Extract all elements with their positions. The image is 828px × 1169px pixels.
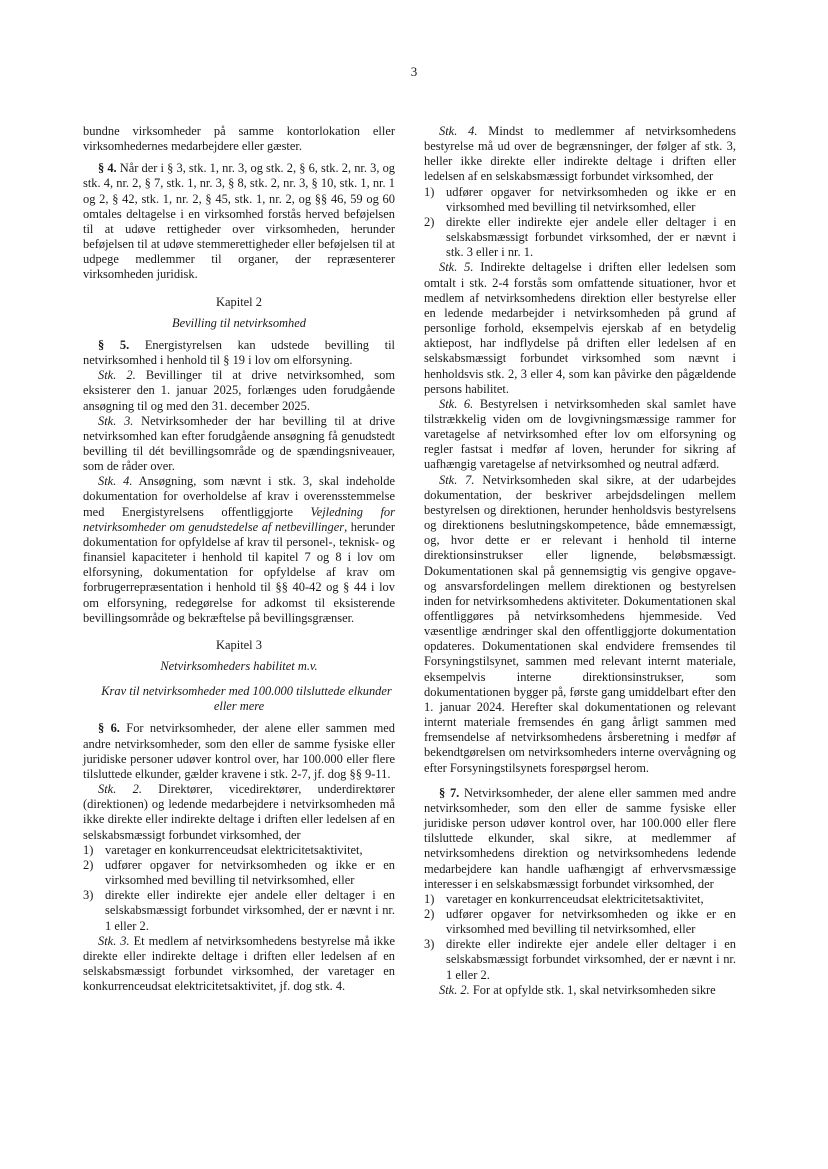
stk-label: Stk. 2. xyxy=(439,982,470,997)
section-5 xyxy=(83,338,395,368)
section-6-stk-5 xyxy=(424,260,736,396)
section-5-stk-2 xyxy=(83,368,395,413)
section-7-stk-2 xyxy=(424,983,736,998)
stk-text: Direktører, vicedirektører, underdirektører (direktionen) og ledende medarbejdere i netvirksomheden må ikke direkte eller indirekte deltage i driften eller ledelsen af en selskabsmæssigt forbundet virksomhed, der xyxy=(83,782,395,842)
list-number: 2) xyxy=(424,906,435,921)
chapter-3-title: Netvirksomheders habilitet m.v. xyxy=(160,659,318,673)
section-5-stk-4 xyxy=(83,474,395,626)
list-text: udfører opgaver for netvirksomheden og ikke er en virksomhed med bevilling til netvirksomhed, eller xyxy=(446,184,736,214)
list-text: udfører opgaver for netvirksomheden og ikke er en virksomhed med bevilling til netvirksomhed, eller xyxy=(105,857,395,888)
stk-text: For at opfylde stk. 1, skal netvirksomheden sikre xyxy=(469,982,716,997)
list-item xyxy=(83,888,395,933)
list-text: direkte eller indirekte ejer andele eller deltager i en selskabsmæssigt forbundet virksomhed, der er nævnt i stk. 3 eller i nr. 1. xyxy=(446,214,736,260)
section-6-stk-2 xyxy=(83,782,395,843)
section-number: § 6. xyxy=(98,721,120,736)
section-6-stk-7 xyxy=(424,473,736,776)
chapter-3-heading: Kapitel 3 xyxy=(216,637,262,652)
section-number: § 7. xyxy=(439,785,460,800)
stk-label: Stk. 7. xyxy=(439,472,475,487)
section-7 xyxy=(424,786,736,892)
section-6-stk-6 xyxy=(424,397,736,473)
section-text: Energistyrelsen kan udstede bevilling til netvirksomhed i henhold til § 19 i lov om elforsyning. xyxy=(83,337,395,368)
stk-text: Ansøgning, som nævnt i stk. 3, skal indeholde dokumentation for overholdelse af krav i overensstemmelse med Energistyrelsens offentliggjorte xyxy=(83,474,395,519)
section-5-stk-3 xyxy=(83,414,395,475)
stk-text: Netvirksomheden skal sikre, at der udarbejdes dokumentation, der beskriver arbejdsdelingen mellem bestyrelsen og direktionen, herunder henholdsvis bestyrelsens og direktionens beslutningskompetence, både emnemæssigt, og, hvor dette er er relevant i henhold til interne direktionsinstrukser eller lignende, beløbsmæssigt. Dokumentationen skal på gennemsigtig vis gengive opgave- og ansvarsfordelingen mellem direktionen og bestyrelsen inden for netvirksomhedens aktiviteter. Dokumentationen skal offentliggøres på netvirksomhedens hjemmeside. Ved væsentlige ændringer skal den offentliggjorte dokumentation opdateres. Dokumentationen skal endvidere fremsendes til Forsyningstilsynet, sammen med relevant internt materiale, eksempelvis interne direktionsinstrukser, som dokumentationen bygger på, første gang umiddelbart efter den 1. januar 2024. Herefter skal dokumentationen og relevant internt materiale fremsendes én gang årligt sammen med fremsendelse af netvirksomhedens årsberetning i medfør af bekendtgørelsen om netvirksomheders interne overvågning og efter Forsyningstilsynets forespørgsel herom. xyxy=(424,472,736,775)
list-text: varetager en konkurrenceudsat elektricitetsaktivitet, xyxy=(105,842,363,857)
list-number: 1) xyxy=(424,184,435,199)
list-text: direkte eller indirekte ejer andele eller deltager i en selskabsmæssigt forbundet virksomhed, der er nævnt i nr. 1 eller 2. xyxy=(446,937,736,982)
stk-text: Et medlem af netvirksomhedens bestyrelse må ikke direkte eller indirekte deltage i driften eller ledelsen af en selskabsmæssigt forbundet virksomhed, der varetager en konkurrenceudsat elektricitetsaktivitet, jf. dog stk. 4. xyxy=(83,933,395,994)
chapter-2-heading: Kapitel 2 xyxy=(216,294,262,309)
list-item xyxy=(424,937,736,982)
list-number: 2) xyxy=(424,214,435,229)
list-text: varetager en konkurrenceudsat elektricitetsaktivitet, xyxy=(446,891,704,906)
list-number: 1) xyxy=(424,891,435,906)
stk-label: Stk. 5. xyxy=(439,260,474,275)
list-item xyxy=(424,892,736,907)
list-item xyxy=(424,907,736,937)
list-number: 3) xyxy=(424,937,435,952)
stk-text: Bestyrelsen i netvirksomheden skal samlet have tilstrækkelig viden om de lovgivningsmæssige rammer for varetagelse af netvirksomhed efter lov om elforsyning og regler fastsat i medfør af loven, herunder for sikring af uafhængig varetagelse af netvirksomhed og neutral adfærd. xyxy=(424,396,737,472)
stk-label: Stk. 3. xyxy=(98,413,134,428)
section-6-stk-4 xyxy=(424,124,736,185)
chapter-3-subheading: Krav til netvirksomheder med 100.000 tilsluttede elkunder eller mere xyxy=(101,684,392,714)
stk-label: Stk. 2. xyxy=(98,368,136,383)
section-text: Når der i § 3, stk. 1, nr. 3, og stk. 2, § 6, stk. 2, nr. 3, og stk. 4, nr. 2, § 7, stk. 1, nr. 3, § 8, stk. 2, nr. 3, § 10, stk. 1, nr. 1 og 2, § 42, stk. 1, nr. 2, § 45, stk. 1, nr. 2, og §§ 46, 59 og 60 omtales deltagelse i en virksomhed forstås herved beføjelsen til at udøve rettigheder over virksomheden, herunder beføjelsen til at udøve stemmerettigheder eller beføjelsen til at udpege medlemmer til organer, der repræsenterer virksomheden juridisk. xyxy=(83,161,396,282)
left-column xyxy=(83,124,395,994)
section-number: § 5. xyxy=(98,337,130,352)
guideline-title: Vejledning for netvirksomheder om genudstedelse af netbevillinger xyxy=(83,504,395,534)
stk-text: Mindst to medlemmer af netvirksomhedens bestyrelse må ud over de begrænsninger, der følger af stk. 3, heller ikke direkte eller indirekte deltage i driften eller ledelsen af en selskabsmæssigt forbundet virksomhed, der xyxy=(424,124,736,184)
stk-text: Indirekte deltagelse i driften eller ledelsen som omtalt i stk. 2-4 forstås som omfattende situationer, hvor et medlem af netvirksomhedens direktion eller bestyrelse eller en ledende medarbejder i netvirksomheden på grund af personlige forhold, eksempelvis ejerskab af en betydelig aktiepost, har indflydelse på driften eller ledelsen af en selskabsmæssigt forbundet virksomhed som nævnt i henholdsvis stk. 2, 3 eller 4, som kan påvirke den pågældende persons habilitet. xyxy=(424,260,736,396)
stk-text-cont: , herunder dokumentation for opfyldelse af krav til personel-, teknisk- og finansiel kapaciteter i henhold til kapitel 7 og 8 i lov om elforsyning, dokumentation for opfyldelse af krav om forbrugerrepræsentation i henhold til §§ 40-42 og § 44 i lov om elforsyning, redegørelse for adkomst til eksisterende bevillingsområde og bekræftelse på bevillingsgrænser. xyxy=(83,519,396,625)
stk-label: Stk. 4. xyxy=(98,474,133,489)
section-6 xyxy=(83,721,395,782)
continuation-paragraph: bundne virksomheder på samme kontorlokation eller virksomhedernes medarbejdere eller gæster. xyxy=(83,124,395,154)
section-6-stk-3 xyxy=(83,934,395,995)
section-4 xyxy=(83,161,395,282)
list-item xyxy=(424,185,736,215)
section-number: § 4. xyxy=(98,161,117,176)
list-item xyxy=(83,858,395,888)
right-column xyxy=(424,124,736,998)
stk-label: Stk. 6. xyxy=(439,396,474,411)
section-text: Netvirksomheder, der alene eller sammen med andre netvirksomheder, som den eller de samme fysiske eller juridiske person udøver kontrol over, har 100.000 eller flere tilsluttede elkunder, skal sikre, at medlemmer af netvirksomhedens direktion og netvirksomhedens ledende medarbejdere kan handle uafhængigt af erhvervsmæssige interesser i en selskabsmæssigt forbundet virksomhed, der xyxy=(424,785,737,891)
list-number: 1) xyxy=(83,842,94,857)
section-text: For netvirksomheder, der alene eller sammen med andre netvirksomheder, som den eller de samme fysiske eller juridiske personer udøver kontrol over, har 100.000 eller flere tilsluttede elkunder, gælder kravene i stk. 2-7, jf. dog §§ 9-11. xyxy=(83,721,396,781)
stk-text: Netvirksomheder der har bevilling til at drive netvirksomhed kan efter forudgående ansøgning få genudstedt bevilling til dét bevillingsområde og de spændingsniveauer, som de råder over. xyxy=(83,413,395,474)
chapter-2-title: Bevilling til netvirksomhed xyxy=(171,315,306,330)
stk-text: Bevillinger til at drive netvirksomhed, som eksisterer den 1. januar 2025, forlænges uden forudgående ansøgning til og med den 31. december 2025. xyxy=(83,368,395,413)
stk-label: Stk. 3. xyxy=(98,933,130,948)
page-number: 3 xyxy=(410,64,418,79)
list-item xyxy=(424,215,736,260)
stk-label: Stk. 2. xyxy=(98,782,142,797)
list-item xyxy=(83,843,395,858)
stk-label: Stk. 4. xyxy=(439,124,478,138)
list-number: 2) xyxy=(83,857,94,872)
list-number: 3) xyxy=(83,888,94,903)
list-text: udfører opgaver for netvirksomheden og ikke er en virksomhed med bevilling til netvirksomhed, eller xyxy=(446,906,736,937)
list-text: direkte eller indirekte ejer andele eller deltager i en selskabsmæssigt forbundet virksomhed, der er nævnt i nr. 1 eller 2. xyxy=(105,888,395,933)
